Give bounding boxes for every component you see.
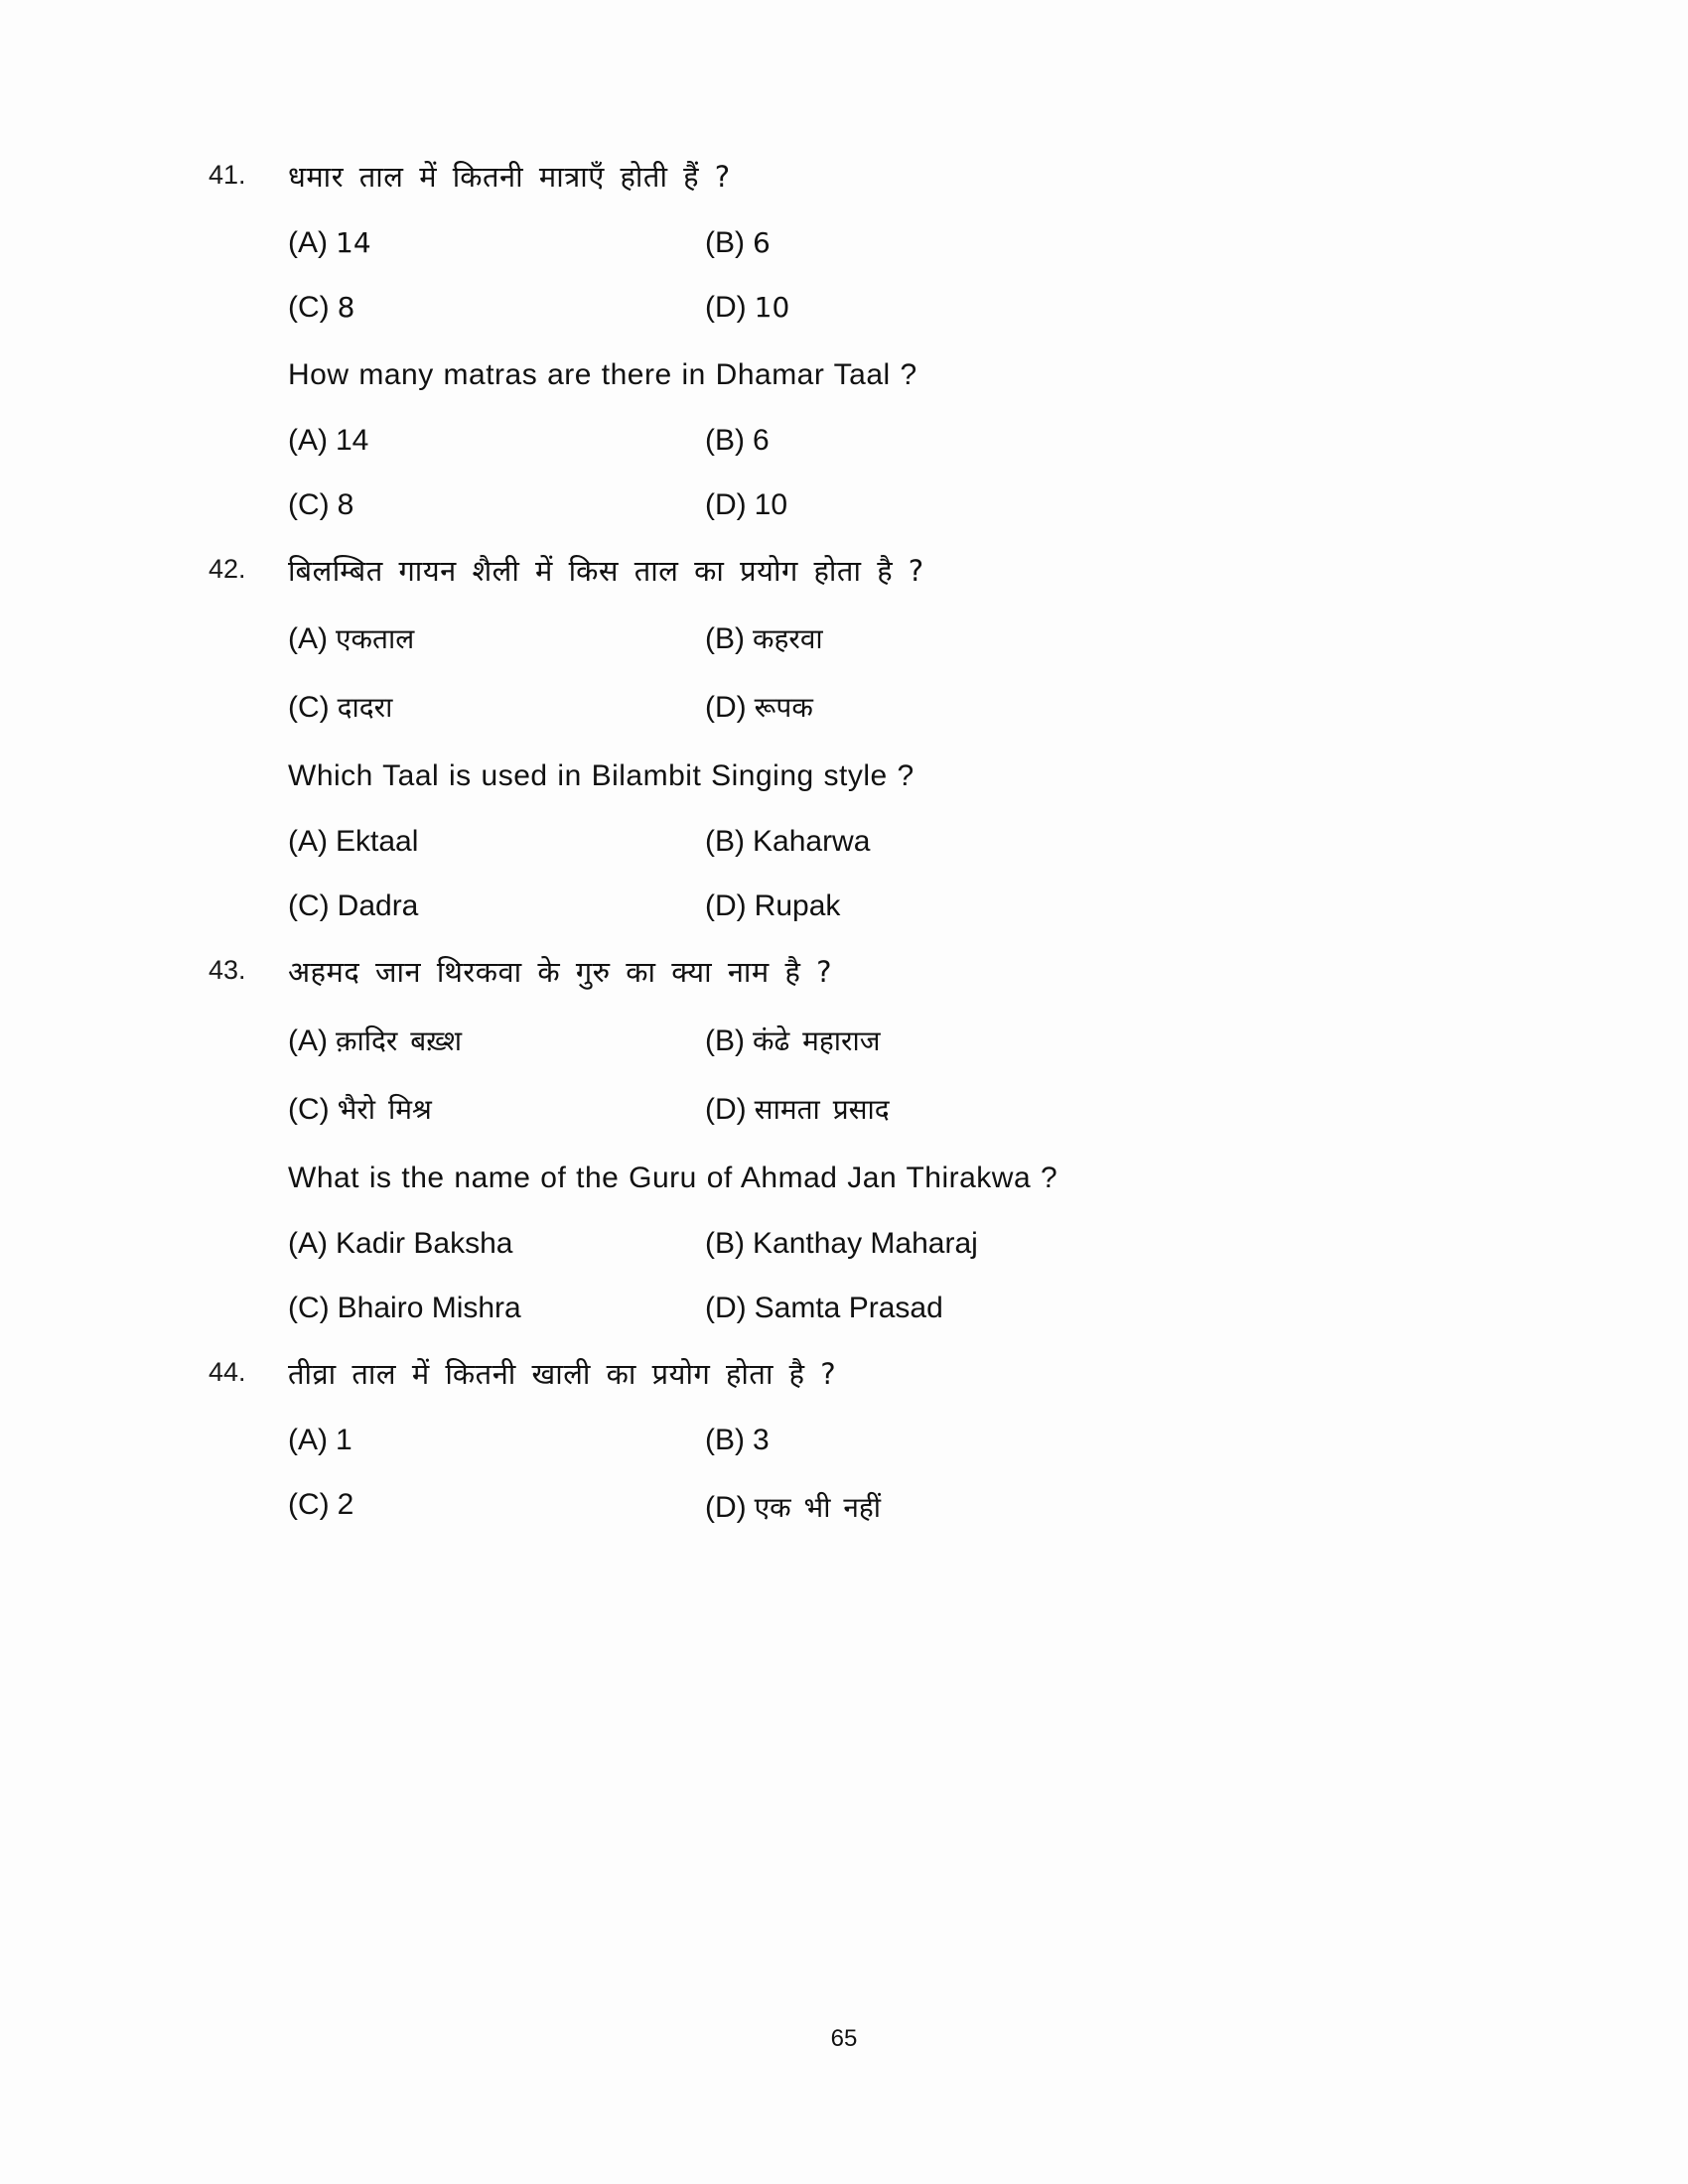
option-value: Kaharwa	[753, 825, 871, 859]
option-value: Samta Prasad	[754, 1292, 943, 1325]
question-43-english-options	[288, 1227, 1331, 1325]
option-key: (C)	[288, 487, 330, 521]
question-42-hindi-options	[288, 619, 1331, 726]
option-row	[288, 825, 1331, 859]
option-key: (C)	[288, 290, 330, 324]
option-key: (C)	[288, 1292, 330, 1325]
question-42-hindi-line	[209, 553, 1331, 591]
option-value: Bhairo Mishra	[337, 1292, 521, 1325]
question-43-number: 43.	[209, 955, 246, 986]
option-row	[288, 226, 1331, 260]
option-value: 14	[336, 225, 371, 259]
question-44-hindi-options	[288, 1424, 1331, 1526]
option-key: (A)	[288, 825, 328, 859]
option-43-hindi-a[interactable]	[288, 1022, 705, 1059]
option-key: (A)	[288, 1227, 328, 1261]
question-44	[209, 1356, 1331, 1526]
option-key: (D)	[705, 1490, 747, 1524]
option-key: (A)	[288, 1024, 328, 1058]
option-value: Kanthay Maharaj	[753, 1227, 978, 1261]
question-42-english-options	[288, 825, 1331, 923]
option-key: (C)	[288, 691, 330, 725]
option-row	[288, 1424, 1331, 1457]
option-43-english-d[interactable]	[705, 1292, 1331, 1325]
option-key: (A)	[288, 622, 328, 656]
option-value: Ektaal	[336, 825, 419, 859]
option-row	[288, 1292, 1331, 1325]
option-43-hindi-b[interactable]	[705, 1022, 1331, 1059]
option-key: (B)	[705, 423, 745, 457]
option-value: 10	[754, 487, 788, 521]
option-key: (B)	[705, 1423, 745, 1456]
option-43-hindi-c[interactable]	[288, 1090, 705, 1128]
option-row	[288, 1227, 1331, 1261]
option-key: (B)	[705, 825, 745, 859]
option-row	[288, 889, 1331, 923]
option-41-english-c[interactable]	[288, 488, 705, 522]
option-41-hindi-d[interactable]	[705, 291, 1331, 325]
option-row	[288, 1488, 1331, 1526]
option-value: 1	[336, 1423, 352, 1456]
option-row	[288, 424, 1331, 458]
option-key: (B)	[705, 225, 745, 259]
question-41-hindi-text: धमार ताल में कितनी मात्राएँ होती हैं ?	[288, 160, 731, 194]
question-41-number: 41.	[209, 160, 246, 190]
option-value: 8	[337, 290, 355, 324]
page-footer	[0, 2025, 1688, 2053]
question-44-hindi-text: तीव्रा ताल में कितनी खाली का प्रयोग होता है ?	[288, 1357, 837, 1392]
question-41-english-text: How many matras are there in Dhamar Taal ?	[288, 357, 917, 391]
option-44-hindi-b[interactable]	[705, 1424, 1331, 1457]
option-value: 8	[337, 487, 354, 521]
option-row	[288, 1090, 1331, 1128]
question-41-english-options	[288, 424, 1331, 522]
option-41-hindi-b[interactable]	[705, 226, 1331, 260]
option-42-english-c[interactable]	[288, 889, 705, 923]
option-row	[288, 619, 1331, 657]
option-43-english-c[interactable]	[288, 1292, 705, 1325]
option-value: Dadra	[337, 889, 419, 923]
option-value: 10	[754, 290, 790, 324]
question-41-hindi-options	[288, 226, 1331, 325]
question-41-hindi-line	[209, 159, 1331, 197]
option-41-hindi-a[interactable]	[288, 226, 705, 260]
option-row	[288, 688, 1331, 726]
option-43-hindi-d[interactable]	[705, 1090, 1331, 1128]
option-key: (C)	[288, 1487, 330, 1521]
option-value: भैरो मिश्र	[337, 1093, 432, 1127]
option-key: (D)	[705, 691, 747, 725]
option-row	[288, 488, 1331, 522]
option-value: कहरवा	[753, 622, 823, 656]
option-value: सामता प्रसाद	[754, 1093, 890, 1127]
option-value: 6	[753, 423, 770, 457]
question-43-english-text: What is the name of the Guru of Ahmad Jan Thirakwa ?	[288, 1161, 1058, 1195]
question-43-english-line	[209, 1159, 1331, 1197]
option-42-hindi-d[interactable]	[705, 688, 1331, 726]
option-value: रूपक	[754, 691, 813, 725]
question-42-hindi-text: बिलम्बित गायन शैली में किस ताल का प्रयोग होता है ?	[288, 553, 924, 588]
option-42-english-a[interactable]	[288, 825, 705, 859]
question-list	[209, 159, 1331, 1557]
option-value: 14	[336, 423, 369, 457]
option-41-english-a[interactable]	[288, 424, 705, 458]
option-43-english-b[interactable]	[705, 1227, 1331, 1261]
question-43-hindi-line	[209, 954, 1331, 992]
option-key: (D)	[705, 889, 747, 923]
question-42	[209, 553, 1331, 924]
option-key: (A)	[288, 423, 328, 457]
question-41-english-line	[209, 355, 1331, 394]
question-42-english-line	[209, 756, 1331, 795]
option-41-english-b[interactable]	[705, 424, 1331, 458]
question-44-number: 44.	[209, 1357, 246, 1388]
option-value: क़ादिर बख़्श	[336, 1024, 463, 1058]
option-41-hindi-c[interactable]	[288, 291, 705, 325]
option-key: (C)	[288, 1093, 330, 1127]
option-value: दादरा	[337, 691, 393, 725]
question-43-hindi-options	[288, 1022, 1331, 1128]
option-value: 2	[337, 1487, 354, 1521]
option-42-hindi-a[interactable]	[288, 619, 705, 657]
option-42-hindi-c[interactable]	[288, 688, 705, 726]
option-value: Kadir Baksha	[336, 1227, 513, 1261]
option-42-english-d[interactable]	[705, 889, 1331, 923]
question-42-number: 42.	[209, 553, 246, 584]
option-key: (A)	[288, 1423, 328, 1456]
option-key: (B)	[705, 622, 745, 656]
question-41	[209, 159, 1331, 522]
option-43-english-a[interactable]	[288, 1227, 705, 1261]
option-value: 3	[753, 1423, 770, 1456]
option-row	[288, 291, 1331, 325]
option-42-english-b[interactable]	[705, 825, 1331, 859]
option-key: (D)	[705, 1093, 747, 1127]
option-value: कंढे महाराज	[753, 1024, 881, 1058]
option-key: (D)	[705, 487, 747, 521]
option-value: एकताल	[336, 622, 415, 656]
question-44-hindi-line	[209, 1356, 1331, 1394]
option-key: (D)	[705, 290, 747, 324]
option-key: (D)	[705, 1292, 747, 1325]
option-value: एक भी नहीं	[754, 1490, 882, 1524]
option-value: 6	[753, 225, 771, 259]
page-number: 65	[830, 2025, 858, 2052]
option-41-english-d[interactable]	[705, 488, 1331, 522]
option-key: (C)	[288, 889, 330, 923]
question-43	[209, 954, 1331, 1325]
question-43-hindi-text: अहमद जान थिरकवा के गुरु का क्या नाम है ?	[288, 955, 833, 990]
option-44-hindi-a[interactable]	[288, 1424, 705, 1457]
option-44-hindi-c[interactable]	[288, 1488, 705, 1526]
option-44-hindi-d[interactable]	[705, 1488, 1331, 1526]
option-key: (B)	[705, 1227, 745, 1261]
question-42-english-text: Which Taal is used in Bilambit Singing style ?	[288, 759, 914, 793]
option-42-hindi-b[interactable]	[705, 619, 1331, 657]
option-key: (A)	[288, 225, 328, 259]
option-value: Rupak	[754, 889, 841, 923]
option-row	[288, 1022, 1331, 1059]
option-key: (B)	[705, 1024, 745, 1058]
